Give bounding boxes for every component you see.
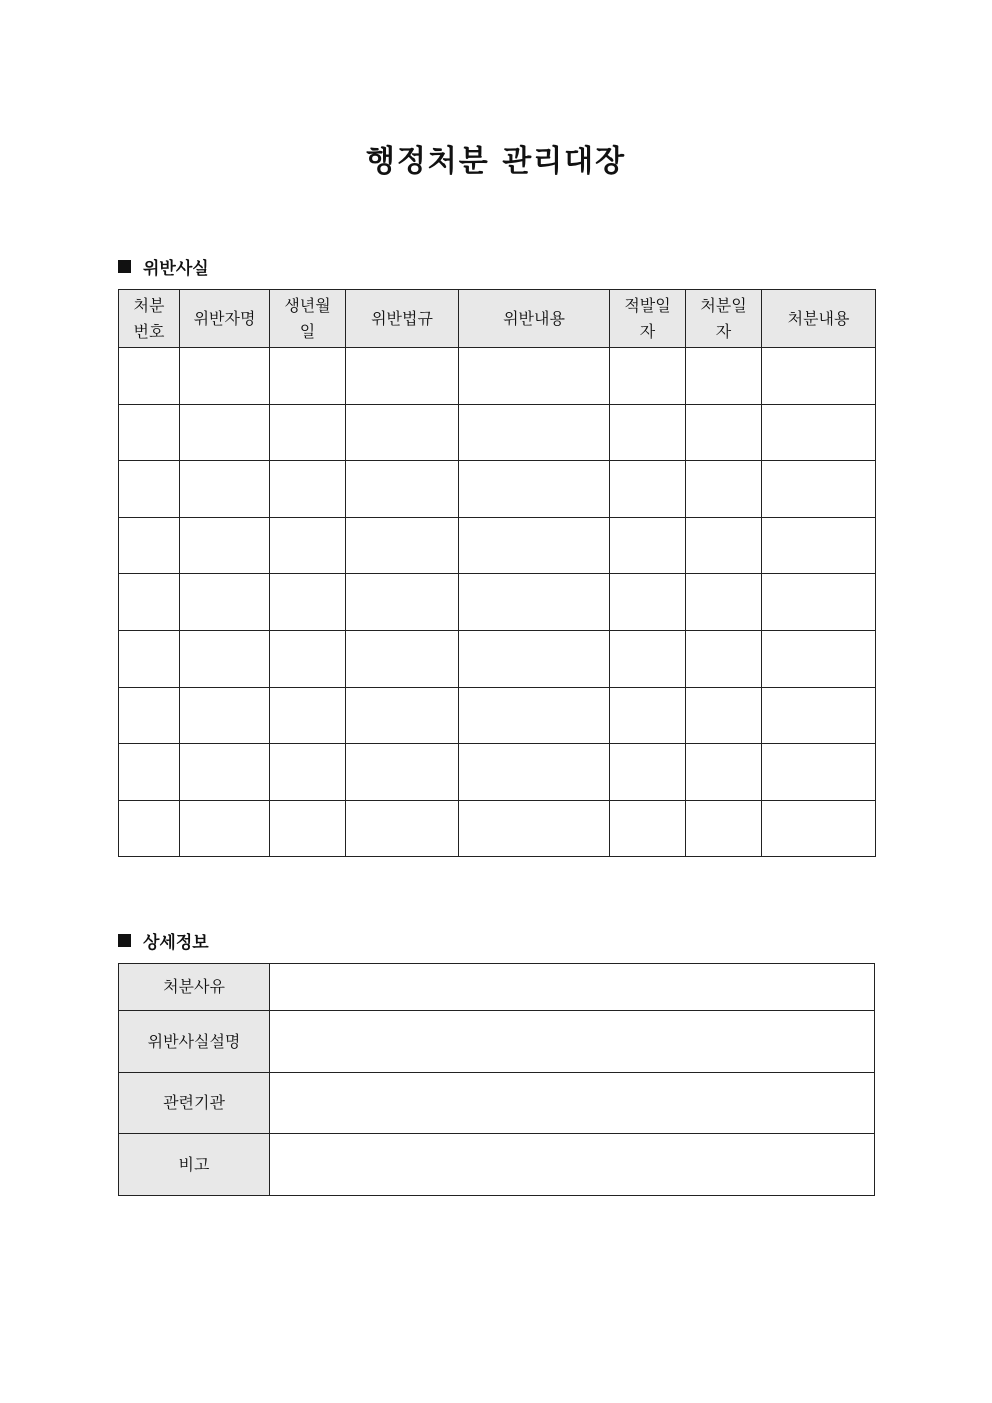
table-cell[interactable] [762, 744, 876, 801]
table-cell[interactable] [346, 630, 459, 687]
column-header-4 [346, 290, 459, 348]
detail-row [119, 964, 875, 1011]
detail-label: 비고 [119, 1134, 270, 1196]
table-cell[interactable] [762, 461, 876, 518]
table-cell[interactable] [270, 348, 346, 405]
table-cell[interactable] [610, 404, 686, 461]
column-header-1 [119, 290, 180, 348]
table-cell[interactable] [119, 517, 180, 574]
table-cell[interactable] [686, 744, 762, 801]
table-cell[interactable] [610, 630, 686, 687]
table-cell[interactable] [459, 461, 610, 518]
table-cell[interactable] [459, 574, 610, 631]
table-row [119, 404, 876, 461]
table-cell[interactable] [459, 404, 610, 461]
table-cell[interactable] [270, 687, 346, 744]
table-cell[interactable] [270, 574, 346, 631]
table-row [119, 348, 876, 405]
detail-row [119, 1134, 875, 1196]
column-header-5 [459, 290, 610, 348]
table-cell[interactable] [686, 574, 762, 631]
table-cell[interactable] [119, 744, 180, 801]
section-heading-violations [118, 254, 209, 279]
detail-value[interactable] [270, 1011, 875, 1073]
table-row [119, 744, 876, 801]
table-cell[interactable] [270, 630, 346, 687]
table-cell[interactable] [686, 517, 762, 574]
detail-label: 관련기관 [119, 1073, 270, 1134]
table-cell[interactable] [180, 348, 270, 405]
table-cell[interactable] [180, 630, 270, 687]
table-cell[interactable] [119, 461, 180, 518]
column-header-text: 적발일자 [624, 295, 671, 341]
table-cell[interactable] [459, 687, 610, 744]
table-cell[interactable] [762, 404, 876, 461]
table-cell[interactable] [762, 800, 876, 857]
table-cell[interactable] [346, 404, 459, 461]
detail-label: 처분사유 [119, 964, 270, 1011]
table-cell[interactable] [610, 574, 686, 631]
square-bullet-icon [118, 260, 131, 273]
table-cell[interactable] [270, 461, 346, 518]
table-cell[interactable] [270, 517, 346, 574]
detail-value[interactable] [270, 1134, 875, 1196]
table-cell[interactable] [762, 348, 876, 405]
column-header-8 [762, 290, 876, 348]
detail-row [119, 1073, 875, 1134]
table-cell[interactable] [762, 517, 876, 574]
table-cell[interactable] [686, 630, 762, 687]
table-cell[interactable] [119, 574, 180, 631]
table-cell[interactable] [762, 574, 876, 631]
column-header-text: 처분내용 [787, 308, 850, 328]
table-cell[interactable] [119, 348, 180, 405]
table-cell[interactable] [686, 687, 762, 744]
table-cell[interactable] [180, 800, 270, 857]
column-header-text: 처분번호 [133, 295, 165, 341]
table-cell[interactable] [610, 687, 686, 744]
column-header-3 [270, 290, 346, 348]
table-cell[interactable] [119, 404, 180, 461]
column-header-text: 위반자명 [193, 308, 256, 328]
table-cell[interactable] [686, 461, 762, 518]
table-cell[interactable] [459, 800, 610, 857]
table-cell[interactable] [459, 348, 610, 405]
table-cell[interactable] [686, 404, 762, 461]
section-heading-details [118, 928, 209, 953]
page-title: 행정처분 관리대장 [365, 144, 627, 179]
column-header-text: 위반법규 [371, 308, 433, 328]
column-header-text: 처분일자 [700, 295, 747, 341]
table-header-row [119, 290, 876, 348]
detail-value[interactable] [270, 964, 875, 1011]
table-cell[interactable] [686, 800, 762, 857]
table-cell[interactable] [459, 517, 610, 574]
table-cell[interactable] [762, 630, 876, 687]
table-cell[interactable] [180, 687, 270, 744]
detail-label: 위반사실설명 [119, 1011, 270, 1073]
table-cell[interactable] [180, 744, 270, 801]
details-table [118, 963, 875, 1196]
column-header-7 [686, 290, 762, 348]
table-cell[interactable] [180, 517, 270, 574]
table-cell[interactable] [610, 461, 686, 518]
section-heading-label: 상세정보 [143, 933, 209, 953]
table-cell[interactable] [346, 517, 459, 574]
table-cell[interactable] [346, 687, 459, 744]
square-bullet-icon [118, 934, 131, 947]
table-cell[interactable] [459, 630, 610, 687]
table-cell[interactable] [119, 687, 180, 744]
table-cell[interactable] [610, 800, 686, 857]
table-row [119, 461, 876, 518]
table-cell[interactable] [686, 348, 762, 405]
table-cell[interactable] [610, 348, 686, 405]
table-row [119, 574, 876, 631]
table-row [119, 630, 876, 687]
table-row [119, 687, 876, 744]
table-cell[interactable] [119, 630, 180, 687]
table-cell[interactable] [270, 800, 346, 857]
table-cell[interactable] [180, 574, 270, 631]
table-cell[interactable] [180, 404, 270, 461]
table-row [119, 800, 876, 857]
table-cell[interactable] [610, 517, 686, 574]
violations-table [118, 289, 876, 857]
column-header-text: 생년월일 [284, 295, 331, 341]
column-header-2 [180, 290, 270, 348]
table-cell[interactable] [180, 461, 270, 518]
column-header-6 [610, 290, 686, 348]
table-cell[interactable] [762, 687, 876, 744]
detail-row [119, 1011, 875, 1073]
table-cell[interactable] [270, 744, 346, 801]
table-cell[interactable] [346, 744, 459, 801]
table-cell[interactable] [610, 744, 686, 801]
table-row [119, 517, 876, 574]
column-header-text: 위반내용 [503, 308, 565, 328]
section-heading-label: 위반사실 [143, 259, 209, 279]
table-cell[interactable] [119, 800, 180, 857]
table-cell[interactable] [346, 574, 459, 631]
detail-value[interactable] [270, 1073, 875, 1134]
table-cell[interactable] [346, 800, 459, 857]
table-cell[interactable] [346, 348, 459, 405]
table-cell[interactable] [270, 404, 346, 461]
table-cell[interactable] [459, 744, 610, 801]
table-cell[interactable] [346, 461, 459, 518]
